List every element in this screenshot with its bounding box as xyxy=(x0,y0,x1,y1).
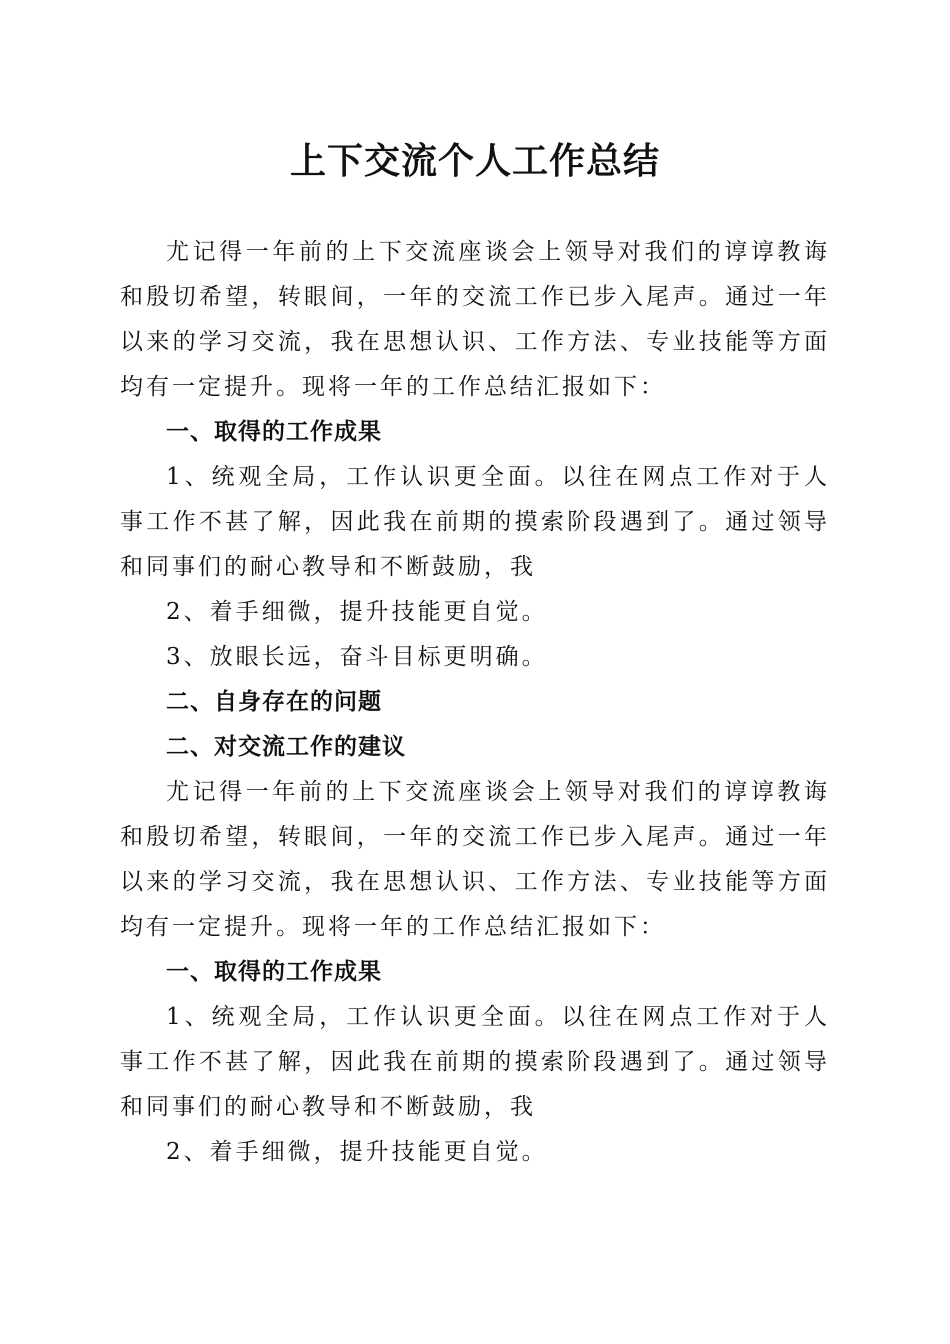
document-body xyxy=(120,230,830,1175)
section-heading-achievements: 一、取得的工作成果 xyxy=(166,419,382,445)
achievement-item-3: 3、放眼长远，奋斗目标更明确。 xyxy=(166,644,548,670)
achievement-item-2: 2、着手细微，提升技能更自觉。 xyxy=(166,599,548,625)
section-heading-suggestions: 二、对交流工作的建议 xyxy=(166,734,406,760)
document-title: 上下交流个人工作总结 xyxy=(289,140,660,182)
repeat-achievement-item-2: 2、着手细微，提升技能更自觉。 xyxy=(166,1139,548,1165)
repeat-intro-paragraph: 尤记得一年前的上下交流座谈会上领导对我们的谆谆教诲和殷切希望，转眼间，一年的交流工作已步入尾声。通过一年以来的学习交流，我在思想认识、工作方法、专业技能等方面均有一定提升。现将一年的工作总结汇报如下： xyxy=(120,779,830,940)
section-heading-problems: 二、自身存在的问题 xyxy=(166,689,382,715)
repeat-achievement-item-1: 1、统观全局，工作认识更全面。以往在网点工作对于人事工作不甚了解，因此我在前期的摸索阶段遇到了。通过领导和同事们的耐心教导和不断鼓励，我 xyxy=(120,1004,830,1120)
achievement-item-1: 1、统观全局，工作认识更全面。以往在网点工作对于人事工作不甚了解，因此我在前期的摸索阶段遇到了。通过领导和同事们的耐心教导和不断鼓励，我 xyxy=(120,464,830,580)
repeat-section-heading-achievements: 一、取得的工作成果 xyxy=(166,959,382,985)
intro-paragraph: 尤记得一年前的上下交流座谈会上领导对我们的谆谆教诲和殷切希望，转眼间，一年的交流工作已步入尾声。通过一年以来的学习交流，我在思想认识、工作方法、专业技能等方面均有一定提升。现将一年的工作总结汇报如下： xyxy=(120,239,830,400)
